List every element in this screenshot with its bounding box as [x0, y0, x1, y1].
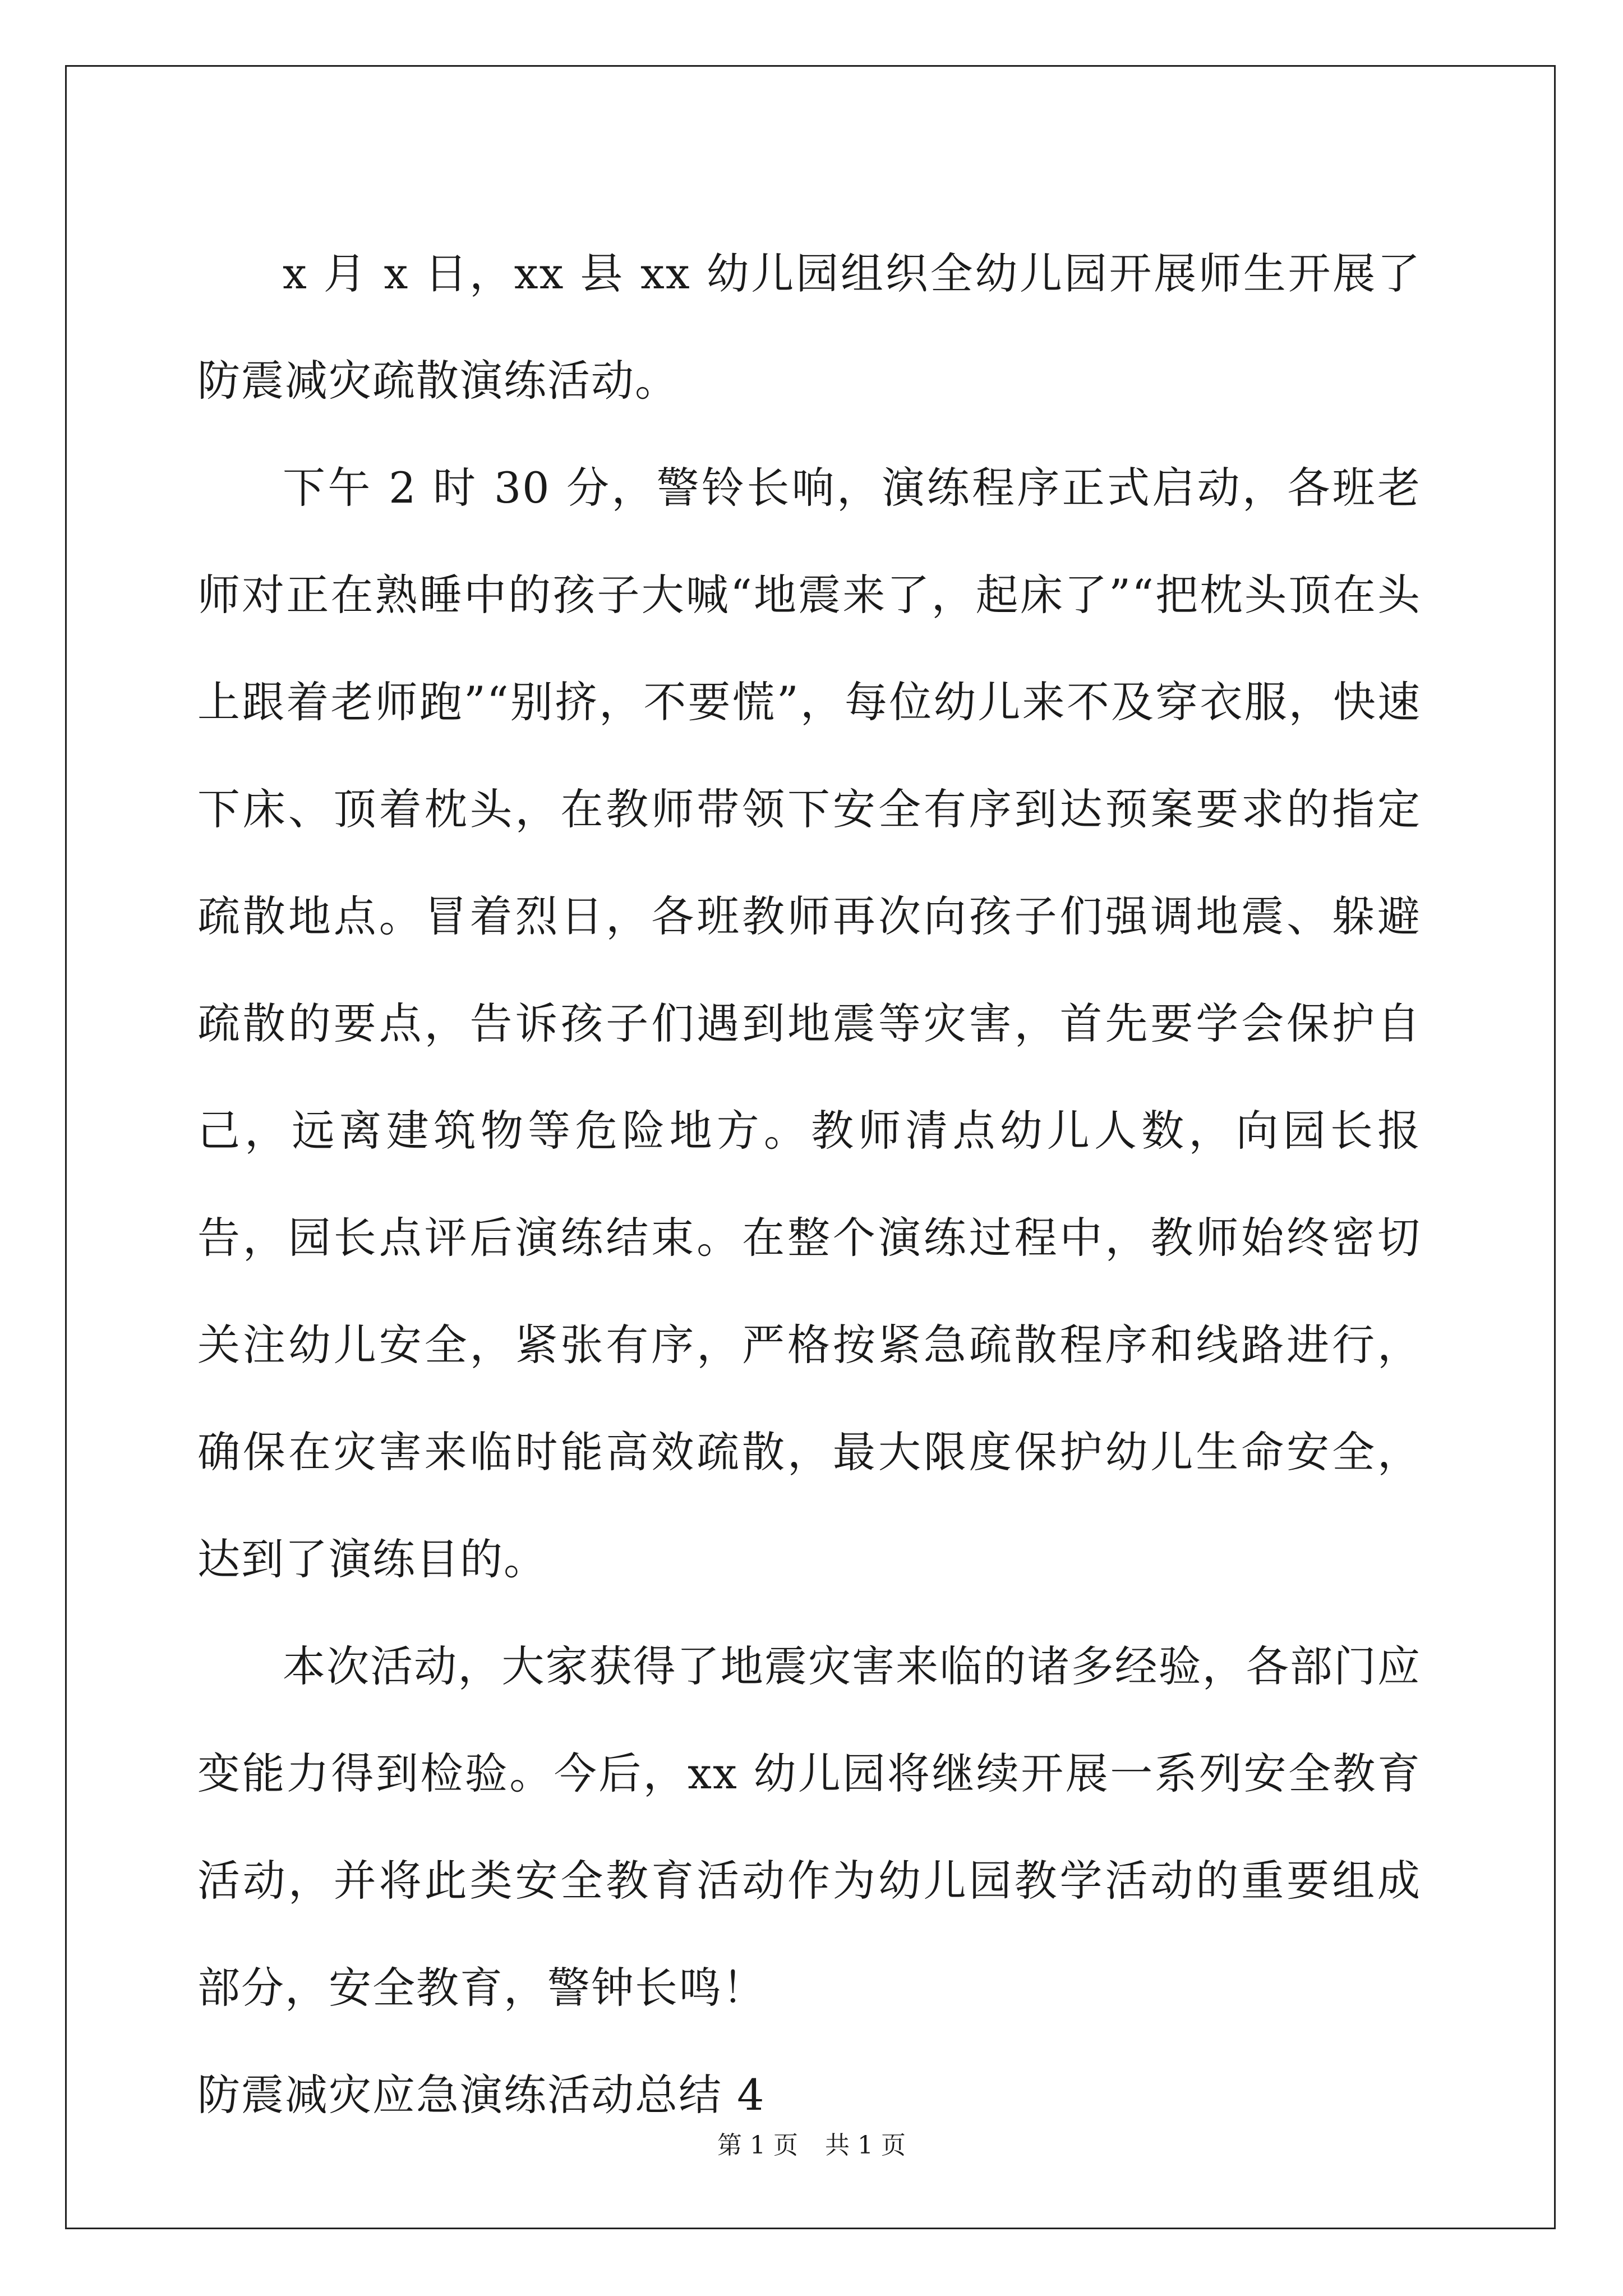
paragraph-conclusion: 本次活动，大家获得了地震灾害来临的诸多经验，各部门应变能力得到检验。今后，xx 幼儿园将继续开展一系列安全教育活动，并将此类安全教育活动作为幼儿园教学活动的重要组成部分，安全教育，警钟长鸣！ [197, 1641, 1421, 2013]
page-total: 共 1 页 [825, 2131, 906, 2160]
document-body [197, 220, 1421, 2148]
paragraph-drill-process: 下午 2 时 30 分，警铃长响，演练程序正式启动，各班老师对正在熟睡中的孩子大喊“地震来了，起床了”“把枕头顶在头上跟着老师跑”“别挤，不要慌”，每位幼儿来不及穿衣服，快速下床、顶着枕头，在教师带领下安全有序到达预案要求的指定疏散地点。冒着烈日，各班教师再次向孩子们强调地震、躲避疏散的要点，告诉孩子们遇到地震等灾害，首先要学会保护自己，远离建筑物等危险地方。教师清点幼儿人数，向园长报告，园长点评后演练结束。在整个演练过程中，教师始终密切关注幼儿安全，紧张有序，严格按紧急疏散程序和线路进行，确保在灾害来临时能高效疏散，最大限度保护幼儿生命安全，达到了演练目的。 [197, 463, 1421, 1584]
section-heading: 防震减灾应急演练活动总结 4 [197, 2070, 766, 2120]
page-footer [0, 2129, 1623, 2162]
paragraph-intro: x 月 x 日，xx 县 xx 幼儿园组织全幼儿园开展师生开展了防震减灾疏散演练活动。 [197, 249, 1421, 406]
page-number: 第 1 页 [717, 2131, 798, 2160]
